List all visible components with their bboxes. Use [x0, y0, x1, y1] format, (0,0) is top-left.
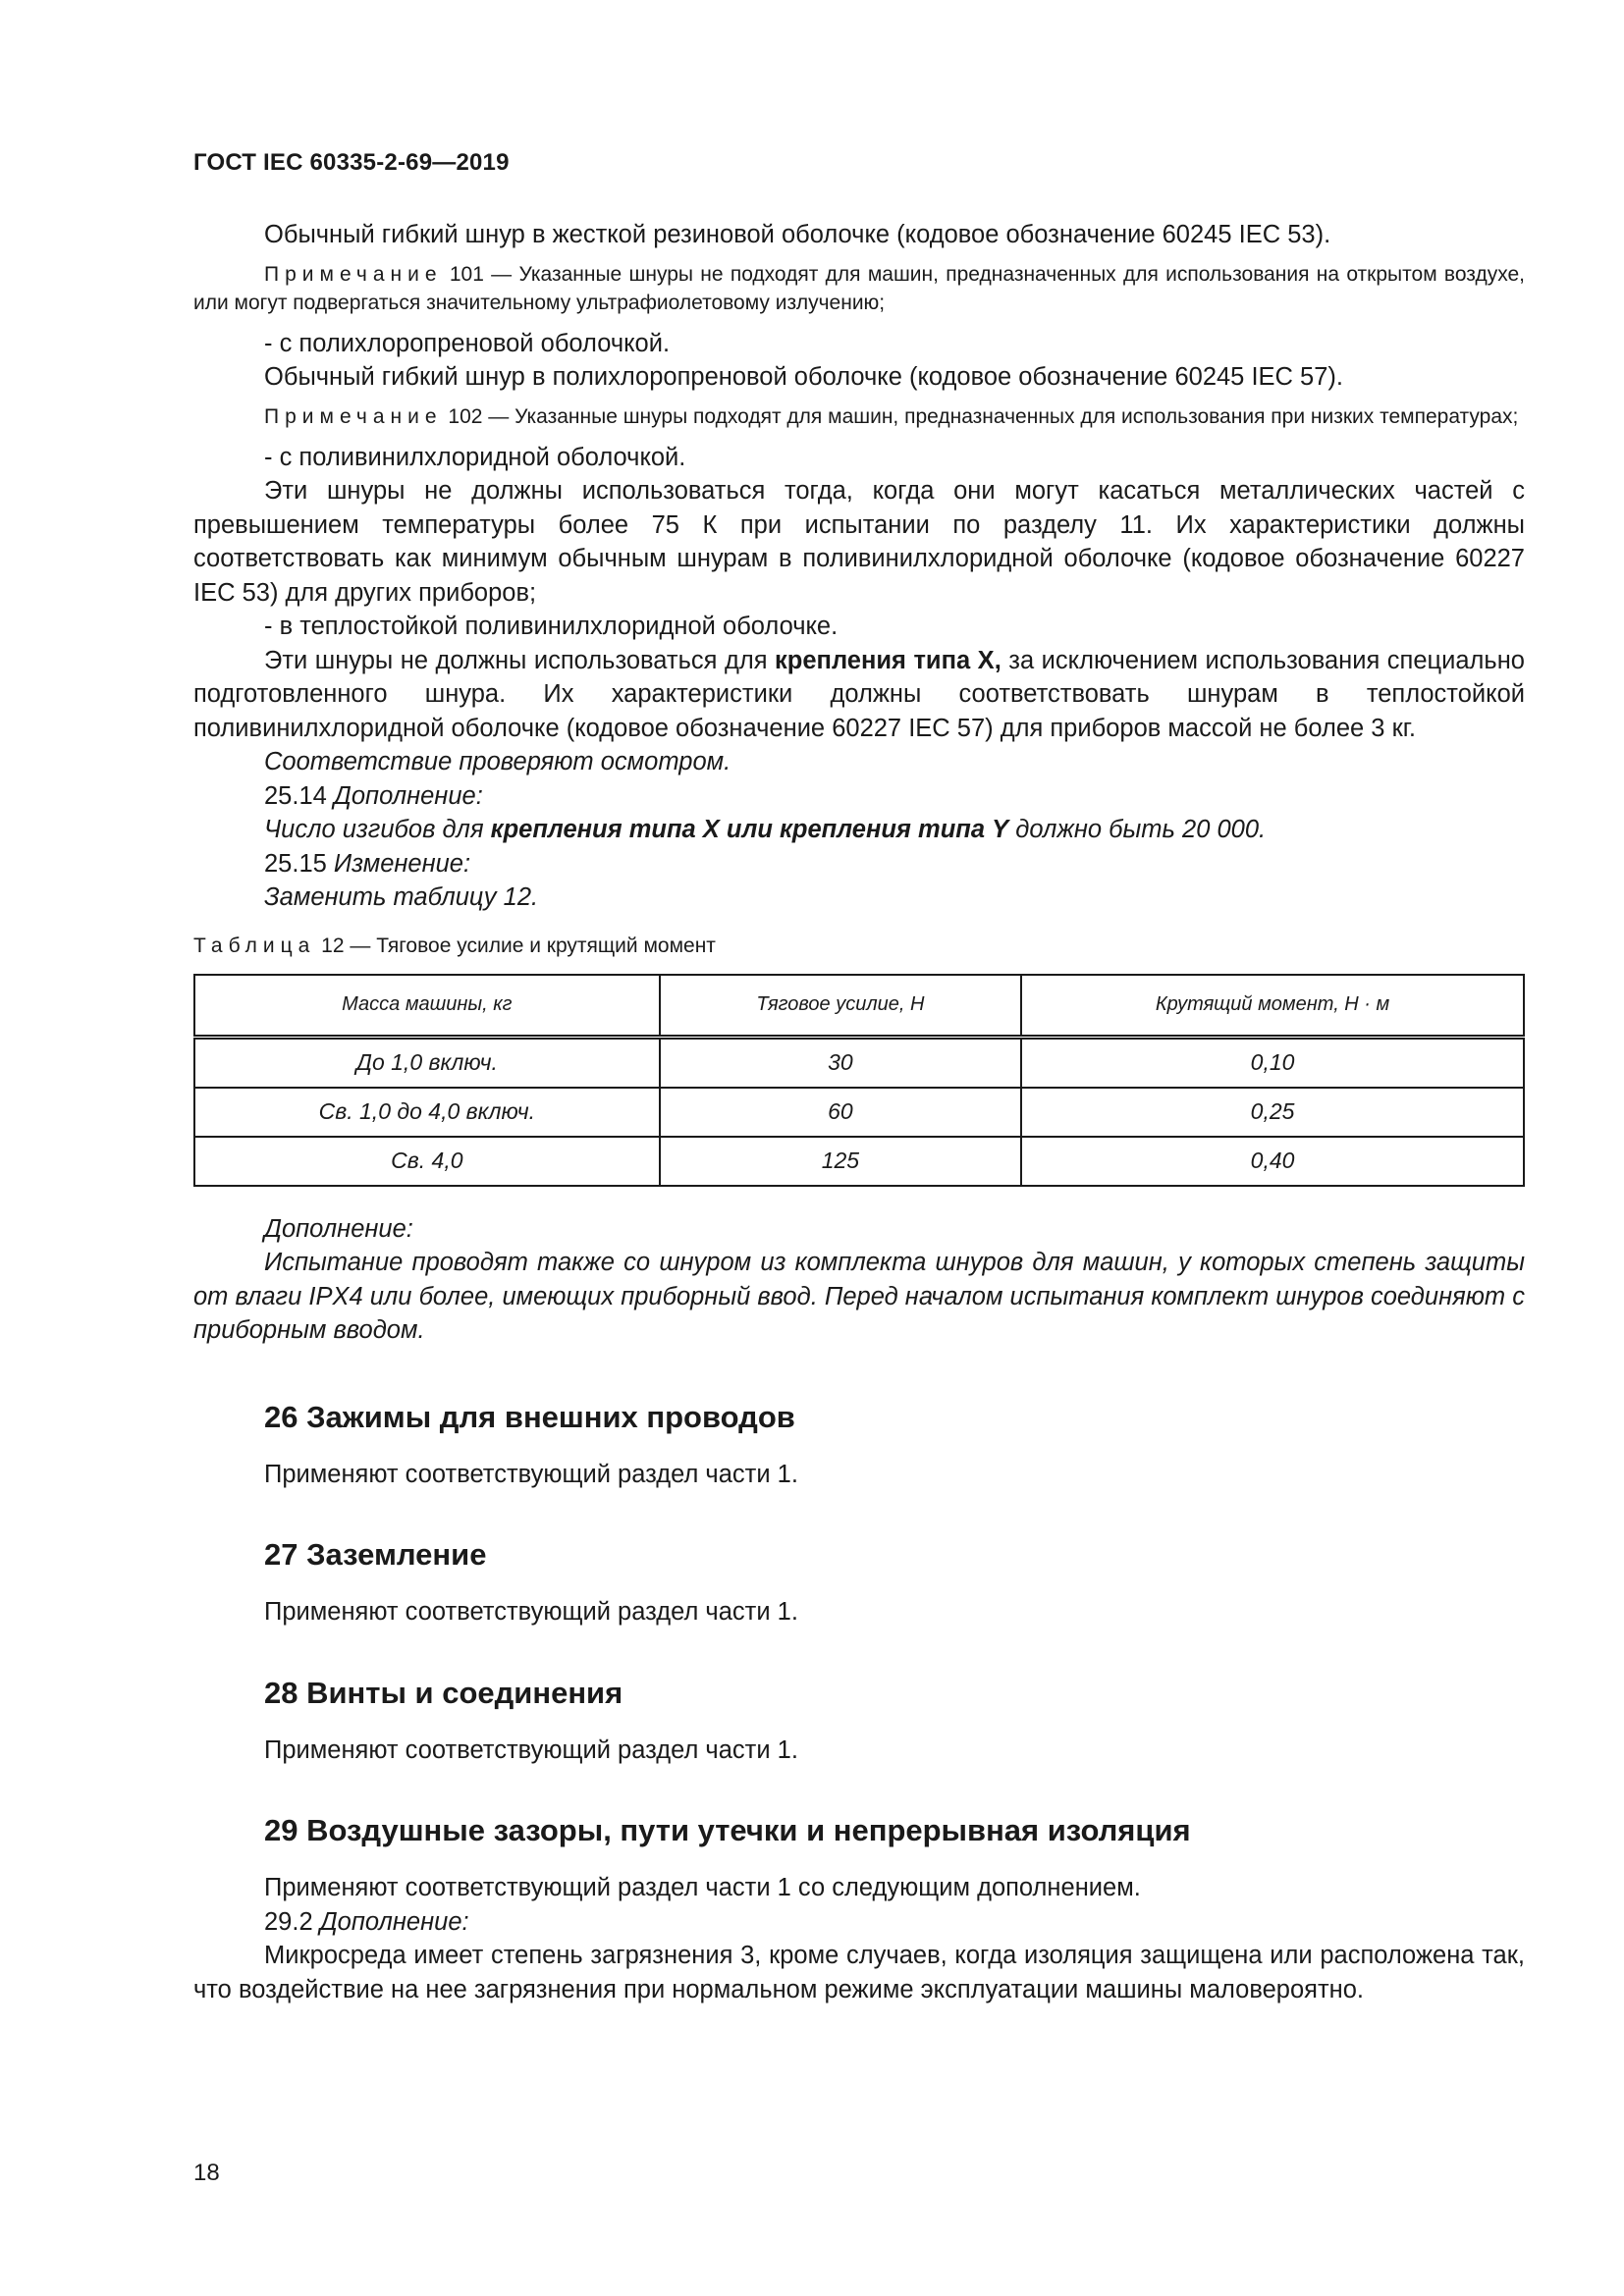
paragraph: Микросреда имеет степень загрязнения 3, кроме случаев, когда изоляция защищена или расположена так, что воздействие на нее загрязнения при нормальном режиме эксплуатации машины маловероятно. [193, 1942, 1525, 2003]
section-heading-28: 28 Винты и соединения [264, 1675, 623, 1710]
clause-number: 29.2 [264, 1907, 320, 1936]
paragraph: Обычный гибкий шнур в жесткой резиновой оболочке (кодовое обозначение 60245 IEC 53). [264, 221, 1331, 248]
page-content [193, 218, 1525, 2006]
table-header-row [194, 975, 1524, 1038]
clause-number: 25.14 [264, 781, 334, 810]
addition-label: Дополнение: [264, 1214, 413, 1243]
table-caption [193, 933, 1525, 960]
section-text: Применяют соответствующий раздел части 1. [264, 1735, 798, 1764]
paragraph-italic: Заменить таблицу 12. [264, 883, 539, 911]
paragraph [193, 644, 1525, 746]
table-cell: Св. 4,0 [194, 1137, 660, 1186]
section-text: Применяют соответствующий раздел части 1. [264, 1460, 798, 1488]
term-bold: крепления типа Х, [775, 646, 1001, 674]
clause-label: Изменение: [333, 849, 471, 878]
list-item: - с полихлоропреновой оболочкой. [264, 329, 671, 357]
note-label: Примечание [264, 404, 443, 428]
header-cell: Крутящий момент, Н · м [1021, 975, 1524, 1038]
section-heading-29: 29 Воздушные зазоры, пути утечки и непрерывная изоляция [264, 1813, 1191, 1847]
clause-29-2 [193, 1905, 1525, 1940]
table-row [194, 1088, 1524, 1137]
caption-text: 12 — Тяговое усилие и крутящий момент [315, 934, 716, 957]
table-cell: До 1,0 включ. [194, 1037, 660, 1088]
list-item: - в теплостойкой поливинилхлоридной оболочке. [264, 613, 839, 640]
list-item: - с поливинилхлоридной оболочкой. [264, 443, 686, 471]
note-label: Примечание [264, 262, 443, 286]
text-run: должно быть 20 000. [1008, 816, 1267, 843]
clause-25-15 [193, 847, 1525, 881]
table-cell: 0,40 [1021, 1137, 1524, 1186]
text-run: за исключением использования специально подготовленного шнура. Их характеристики должны соответствовать шнурам в теплостойкой поливинилхлоридной оболочке (кодовое обозначение 60227 IEC 57) для приборов массой не более 3 кг. [193, 646, 1525, 742]
table-cell: 60 [660, 1088, 1021, 1137]
section-text: Применяют соответствующий раздел части 1. [264, 1598, 798, 1626]
paragraph-italic: Соответствие проверяют осмотром. [264, 748, 731, 775]
paragraph: Эти шнуры не должны использоваться тогда, когда они могут касаться металлических частей с превышением температуры более 75 К при испытании по разделу 11. Их характеристики должны соответствовать как минимум обычным шнурам в поливинилхлоридной оболочке (кодовое обозначение 60227 IEC 53) для других приборов; [193, 477, 1525, 607]
section-heading-27: 27 Заземление [264, 1537, 487, 1572]
clause-number: 25.15 [264, 849, 334, 878]
table-cell: Св. 1,0 до 4,0 включ. [194, 1088, 660, 1137]
term-bold: крепления типа Х или крепления типа Y [490, 816, 1009, 843]
paragraph-italic [193, 813, 1525, 847]
table-cell: 30 [660, 1037, 1021, 1088]
note-102 [193, 402, 1525, 431]
text-run: Эти шнуры не должны использоваться для [264, 646, 776, 674]
section-text: Применяют соответствующий раздел части 1 со следующим дополнением. [264, 1874, 1141, 1901]
table-cell: 0,25 [1021, 1088, 1524, 1137]
addition-text: Испытание проводят также со шнуром из комплекта шнуров для машин, у которых степень защиты от влаги IPX4 или более, имеющих приборный ввод. Перед началом испытания комплект шнуров соединяют с приборным вводом. [193, 1249, 1525, 1344]
note-101 [193, 260, 1525, 317]
table-12 [193, 974, 1525, 1187]
table-row [194, 1137, 1524, 1186]
note-text: 101 — Указанные шнуры не подходят для машин, предназначенных для использования на открытом воздухе, или могут подвергаться значительному ультрафиолетовому излучению; [193, 262, 1525, 314]
clause-label: Дополнение: [319, 1907, 469, 1936]
table-cell: 0,10 [1021, 1037, 1524, 1088]
document-header-code: ГОСТ IEC 60335-2-69—2019 [193, 149, 510, 176]
header-cell: Тяговое усилие, Н [660, 975, 1021, 1038]
caption-label: Таблица [193, 934, 316, 957]
header-cell: Масса машины, кг [194, 975, 660, 1038]
table-cell: 125 [660, 1137, 1021, 1186]
clause-25-14 [193, 779, 1525, 814]
note-text: 102 — Указанные шнуры подходят для машин, предназначенных для использования при низких температурах; [442, 404, 1519, 428]
text-run: Число изгибов для [264, 816, 491, 843]
table-row [194, 1037, 1524, 1088]
page-number: 18 [193, 2160, 220, 2186]
paragraph: Обычный гибкий шнур в полихлоропреновой оболочке (кодовое обозначение 60245 IEC 57). [264, 363, 1343, 391]
clause-label: Дополнение: [333, 781, 483, 810]
section-heading-26: 26 Зажимы для внешних проводов [264, 1399, 795, 1434]
